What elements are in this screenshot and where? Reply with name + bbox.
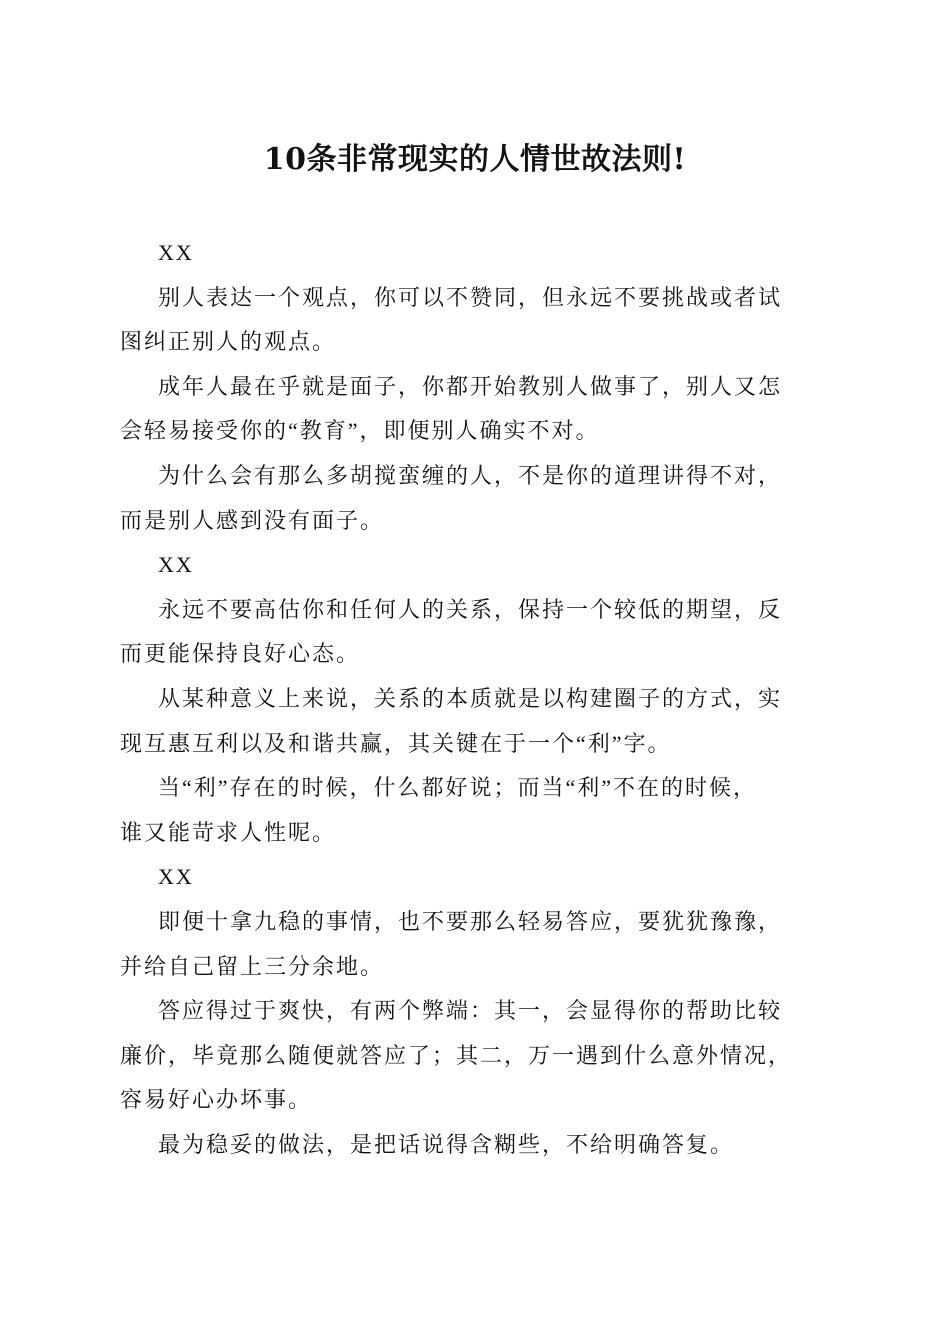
section-heading: XX bbox=[158, 864, 194, 890]
paragraph-line: 别人表达一个观点，你可以不赞同，但永远不要挑战或者试 bbox=[158, 284, 783, 310]
paragraph-line: 而是别人感到没有面子。 bbox=[120, 507, 385, 533]
paragraph-line: 廉价，毕竟那么随便就答应了；其二，万一遇到什么意外情况， bbox=[120, 1042, 793, 1068]
paragraph-line: 即便十拿九稳的事情，也不要那么轻易答应，要犹犹豫豫， bbox=[158, 908, 783, 934]
paragraph-line: 从某种意义上来说，关系的本质就是以构建圈子的方式，实 bbox=[158, 685, 783, 711]
paragraph-line: 答应得过于爽快，有两个弊端：其一，会显得你的帮助比较 bbox=[158, 998, 783, 1024]
paragraph-line: 并给自己留上三分余地。 bbox=[120, 953, 385, 979]
section-heading: XX bbox=[158, 240, 194, 265]
paragraph-line: 为什么会有那么多胡搅蛮缠的人，不是你的道理讲得不对， bbox=[158, 462, 783, 488]
paragraph-line: 当“利”存在的时候，什么都好说；而当“利”不在的时候， bbox=[158, 775, 758, 801]
paragraph-line: 最为稳妥的做法，是把话说得含糊些，不给明确答复。 bbox=[158, 1131, 735, 1157]
section-heading: XX bbox=[158, 552, 194, 578]
document-title: 10条非常现实的人情世故法则! bbox=[263, 142, 687, 177]
paragraph-line: 容易好心办坏事。 bbox=[120, 1087, 313, 1113]
paragraph-line: 成年人最在乎就是面子，你都开始教别人做事了，别人又怎 bbox=[158, 373, 783, 399]
paragraph-line: 而更能保持良好心态。 bbox=[120, 641, 361, 667]
document-body bbox=[120, 231, 840, 1167]
paragraph-line: 会轻易接受你的“教育”，即便别人确实不对。 bbox=[120, 418, 600, 444]
paragraph-line: 图纠正别人的观点。 bbox=[120, 329, 337, 355]
paragraph-line: 永远不要高估你和任何人的关系，保持一个较低的期望，反 bbox=[158, 596, 783, 622]
paragraph-line: 谁又能苛求人性呢。 bbox=[120, 819, 337, 845]
paragraph-line: 现互惠互利以及和谐共赢，其关键在于一个“利”字。 bbox=[120, 730, 672, 756]
